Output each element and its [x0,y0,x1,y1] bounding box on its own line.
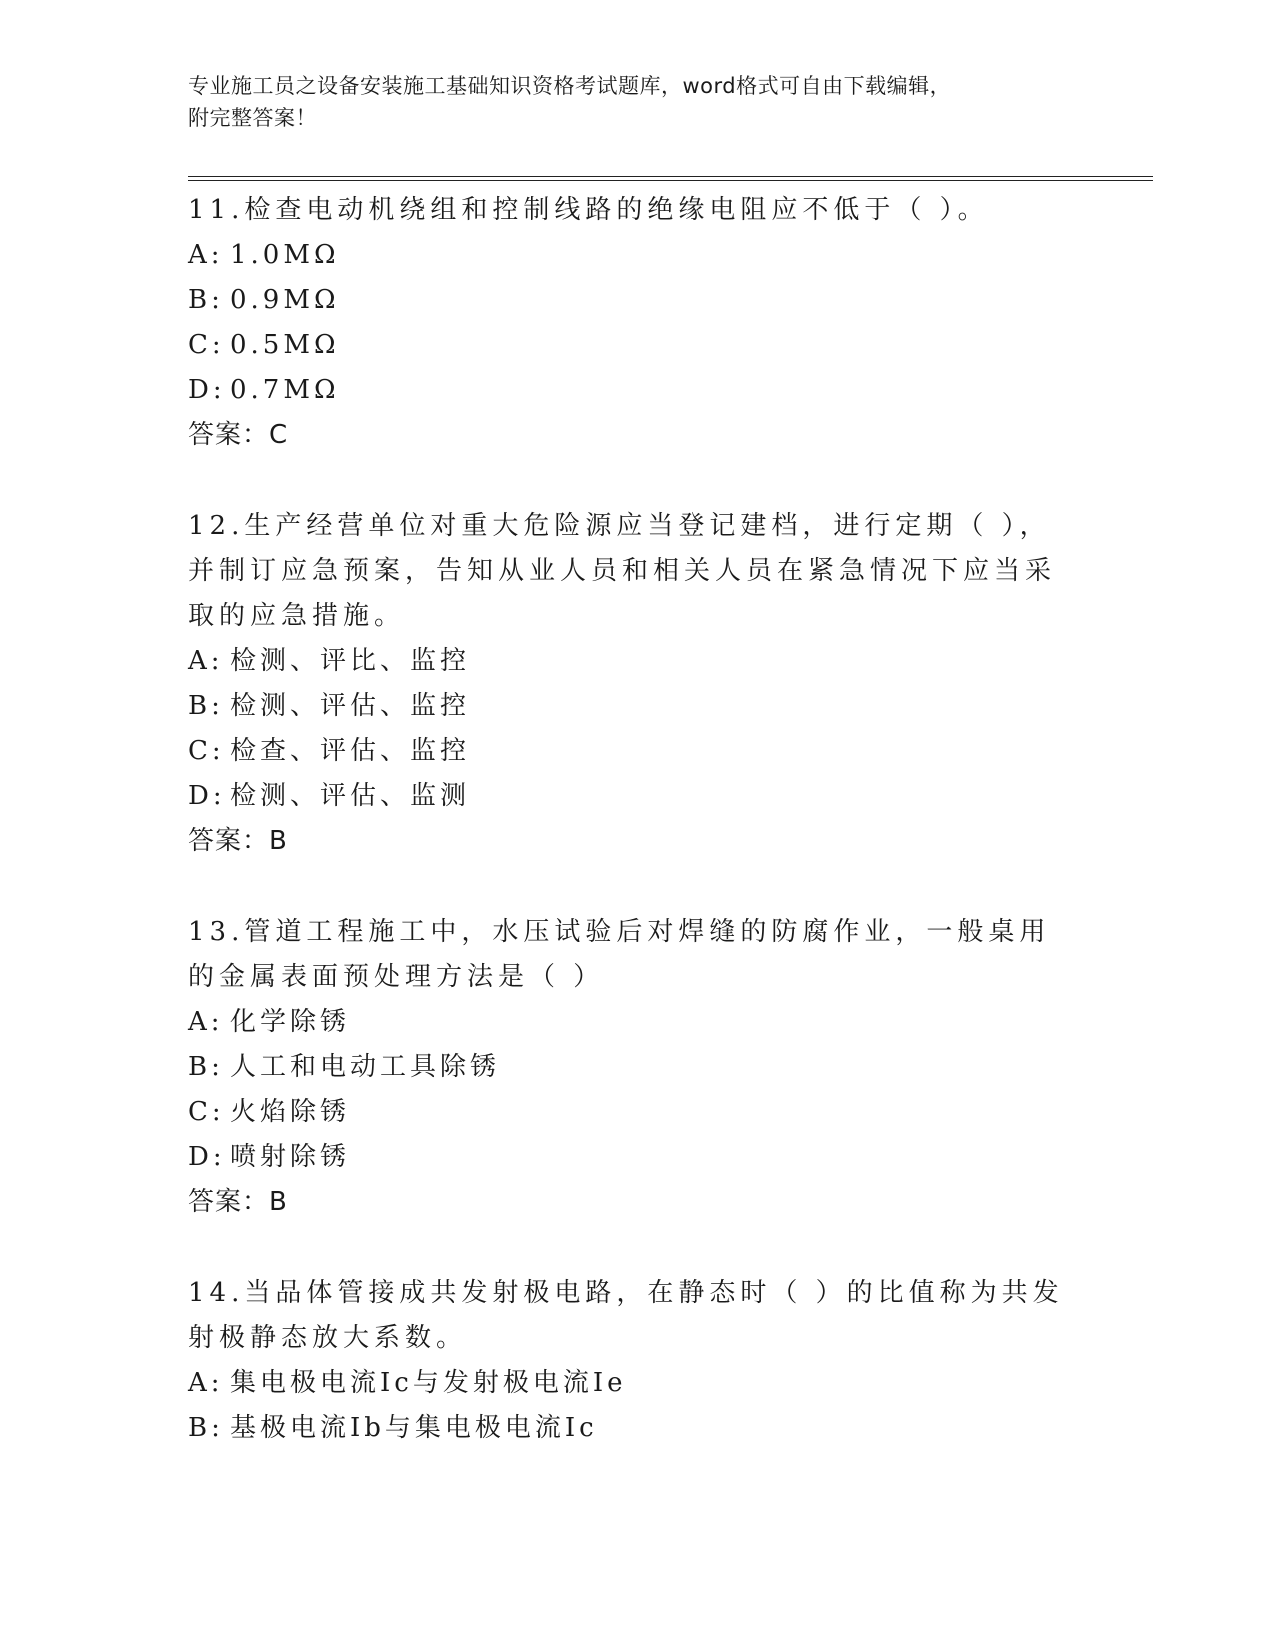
option-text: 集电极电流Ic与发射极电流Ie [230,1368,627,1398]
option-a [188,1000,1068,1045]
option-text: 0.5MΩ [230,330,340,360]
option-text: 火焰除锈 [230,1097,351,1127]
option-a [188,639,1068,684]
header-line-1: 专业施工员之设备安装施工基础知识资格考试题库，word格式可自由下载编辑， [188,74,952,98]
question-stem: 11.检查电动机绕组和控制线路的绝缘电阻应不低于（ ）。 [188,195,989,225]
option-d [188,774,1068,819]
option-b [188,1045,1068,1090]
answer-line: 答案：B [188,1187,288,1217]
option-b [188,1406,1068,1451]
option-d [188,368,1068,413]
option-text: 检测、评估、监测 [230,781,471,811]
option-c [188,729,1068,774]
question-12 [188,504,1068,864]
question-stem: 13.管道工程施工中，水压试验后对焊缝的防腐作业，一般桌用的金属表面预处理方法是（ ） [188,917,1051,992]
option-text: 检查、评估、监控 [230,736,471,766]
option-text: 0.7MΩ [230,375,340,405]
option-letter: B: [188,285,224,315]
option-text: 检测、评比、监控 [230,646,471,676]
option-letter: A: [188,1007,224,1037]
option-c [188,1090,1068,1135]
option-text: 基极电流Ib与集电极电流Ic [230,1413,598,1443]
question-11 [188,188,1068,458]
option-text: 1.0MΩ [230,240,340,270]
document-header [188,70,1153,134]
option-text: 化学除锈 [230,1007,351,1037]
option-letter: A: [188,646,224,676]
question-stem: 14.当品体管接成共发射极电路，在静态时（ ）的比值称为共发射极静态放大系数。 [188,1278,1064,1353]
question-14 [188,1271,1068,1451]
question-list [188,188,1068,1497]
header-divider [188,176,1153,181]
option-text: 0.9MΩ [230,285,340,315]
option-letter: D: [188,781,226,811]
option-b [188,684,1068,729]
option-text: 喷射除锈 [230,1142,351,1172]
double-rule [188,176,1153,181]
option-letter: C: [188,736,225,766]
option-text: 人工和电动工具除锈 [230,1052,501,1082]
option-c [188,323,1068,368]
option-letter: C: [188,1097,225,1127]
question-stem: 12.生产经营单位对重大危险源应当登记建档，进行定期（ ），并制订应急预案，告知从业人员和相关人员在紧急情况下应当采取的应急措施。 [188,511,1057,631]
option-a [188,1361,1068,1406]
option-letter: B: [188,1413,224,1443]
option-letter: C: [188,330,225,360]
option-b [188,278,1068,323]
option-letter: A: [188,240,224,270]
option-letter: B: [188,691,224,721]
option-d [188,1135,1068,1180]
option-letter: B: [188,1052,224,1082]
option-letter: A: [188,1368,224,1398]
question-13 [188,910,1068,1225]
option-letter: D: [188,375,226,405]
option-letter: D: [188,1142,226,1172]
option-a [188,233,1068,278]
option-text: 检测、评估、监控 [230,691,471,721]
answer-line: 答案：B [188,826,288,856]
header-line-2: 附完整答案！ [188,106,317,130]
answer-line: 答案：C [188,420,289,450]
